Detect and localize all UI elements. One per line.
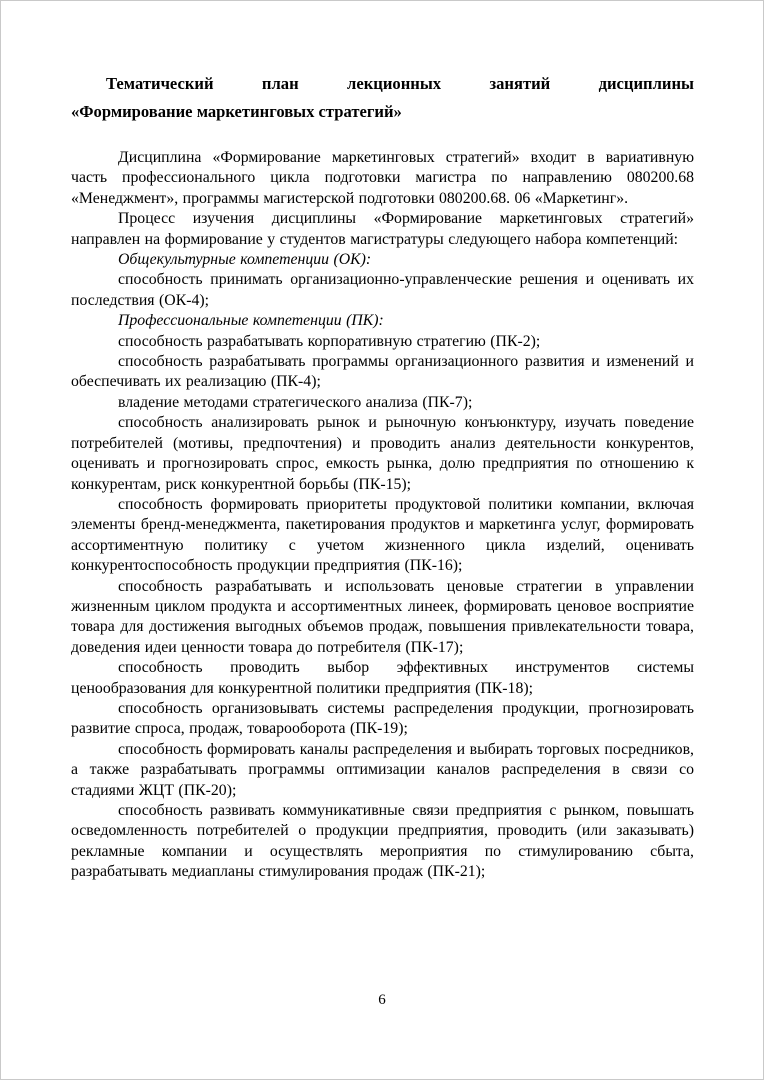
paragraph: способность анализировать рынок и рыночную конъюнктуру, изучать поведение потребителей (мотивы, предпочтения) и проводить анализ деятельности конкурентов, оценивать и прогнозировать спрос, емкость рынка, долю предприятия по отношению к конкурентам, риск конкурентной борьбы (ПК-15); — [71, 414, 694, 493]
paragraph: способность разрабатывать программы организационного развития и изменений и обеспечивать их реализацию (ПК-4); — [71, 353, 694, 391]
paragraph-heading-pk: Профессиональные компетенции (ПК): — [118, 312, 384, 330]
paragraph: способность принимать организационно-управленческие решения и оценивать их последствия (ОК-4); — [71, 271, 694, 309]
page-title — [71, 73, 694, 123]
paragraph: способность организовывать системы распределения продукции, прогнозировать развитие спроса, продаж, товарооборота (ПК-19); — [71, 699, 694, 738]
paragraph: Дисциплина «Формирование маркетинговых стратегий» входит в вариативную часть профессионального цикла подготовки магистра по направлению 080200.68 «Менеджмент», программы магистерской подготовки 080200.68. 06 «Маркетинг». — [71, 149, 694, 207]
page-number: 6 — [378, 992, 386, 1008]
paragraph: способность формировать каналы распределения и выбирать торговых посредников, а также разрабатывать программы оптимизации каналов распределения в связи со стадиями ЖЦТ (ПК-20); — [71, 740, 694, 799]
paragraph: способность разрабатывать и использовать ценовые стратегии в управлении жизненным циклом продукта и ассортиментных линеек, формировать ценовое восприятие товара для достижения выгодных объемов продаж, повышения привлекательности товара, доведения идеи ценности товара до потребителя (ПК-17); — [71, 577, 694, 656]
paragraph: способность разрабатывать корпоративную стратегию (ПК-2); — [118, 332, 541, 350]
paragraph-heading-ok: Общекультурные компетенции (ОК): — [118, 251, 372, 269]
page-title-line-1: Тематический план лекционных занятий дисциплины — [106, 74, 694, 93]
paragraph: способность формировать приоритеты продуктовой политики компании, включая элементы бренд-менеджмента, пакетирования продуктов и маркетинга услуг, формировать ассортиментную политику с учетом жизненного цикла изделий, оценивать конкурентоспособность продукции предприятия (ПК-16); — [71, 495, 694, 575]
paragraph: способность развивать коммуникативные связи предприятия с рынком, повышать осведомленность потребителей о продукции предприятия, проводить (или заказывать) рекламные компании и осуществлять мероприятия по стимулированию сбыта, разрабатывать медиапланы стимулирования продаж (ПК-21); — [71, 802, 694, 881]
page-title-line-2: «Формирование маркетинговых стратегий» — [71, 102, 402, 121]
paragraph: способность проводить выбор эффективных инструментов системы ценообразования для конкурентной политики предприятия (ПК-18); — [71, 659, 694, 697]
paragraph: владение методами стратегического анализа (ПК-7); — [118, 393, 473, 411]
paragraph: Процесс изучения дисциплины «Формирование маркетинговых стратегий» направлен на формирование у студентов магистратуры следующего набора компетенций: — [71, 210, 694, 248]
document-content — [71, 73, 694, 883]
